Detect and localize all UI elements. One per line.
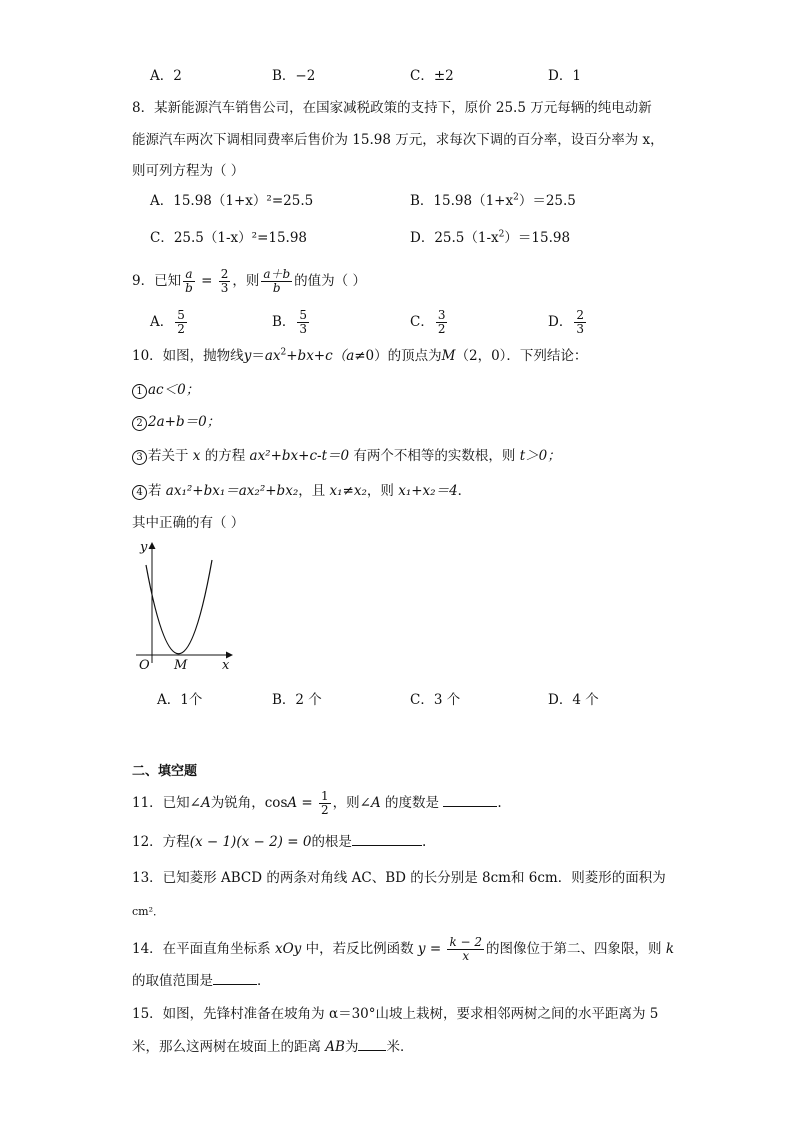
q8-option-b-pre: B．15.98（1+x xyxy=(410,193,514,209)
q9-option-b-num: 5 xyxy=(299,308,308,322)
q14-line-2 xyxy=(132,970,271,991)
q10-c3-mid: 的方程 xyxy=(200,448,250,464)
q10-c4-end: ． xyxy=(457,483,472,499)
q11-mid: 为锐角，cos xyxy=(210,795,288,811)
q9-option-d-label: D． xyxy=(548,314,573,330)
q9-option-b xyxy=(272,309,311,336)
q15-line2-pre: 米，那么这两树在坡面上的距离 xyxy=(132,1039,326,1055)
q10-c3-post: 有两个不相等的实数根，则 xyxy=(349,448,520,464)
q10-pre: 10．如图，抛物线 xyxy=(132,348,244,364)
q14-answer-blank[interactable] xyxy=(213,970,257,985)
q10-conclusion-4 xyxy=(132,481,471,501)
parabola-curve xyxy=(146,560,212,654)
graph-label-x: x xyxy=(222,658,230,673)
q11-frac-num: 1 xyxy=(321,789,329,803)
q10-conclusion-3 xyxy=(132,446,561,466)
q8-option-c: C．25.5（1-x）²=15.98 xyxy=(150,230,308,246)
circle-2-icon: 2 xyxy=(132,416,147,431)
q11-pre: 11．已知∠ xyxy=(132,795,201,811)
q11-A3: A xyxy=(370,795,381,811)
q10-c4-sum: x₁+x₂＝4 xyxy=(398,483,458,499)
q11-A1: A xyxy=(201,795,211,811)
q8-line-2: 能源汽车两次下调相同费率后售价为 15.98 万元，求每次下调的百分率，设百分率为 x， xyxy=(132,132,664,148)
q9-frac-apb-den: b xyxy=(272,281,281,295)
q14-stem xyxy=(132,936,674,963)
q10-option-b: B．2 个 xyxy=(272,692,322,708)
q7-option-a: A．2 xyxy=(150,68,182,84)
q9-frac-ab xyxy=(183,268,195,295)
q9-suffix: 的值为（ ） xyxy=(294,273,366,289)
q14-frac-den: x xyxy=(462,949,470,963)
q8-line-3: 则可列方程为（ ） xyxy=(132,163,245,179)
q10-option-d: D．4 个 xyxy=(548,692,599,708)
q8-option-d xyxy=(410,228,570,248)
q10-y: y xyxy=(243,348,252,364)
q12-answer-blank[interactable] xyxy=(352,831,422,846)
q10-conclusion-2 xyxy=(132,412,220,432)
q9-option-c-num: 3 xyxy=(437,308,446,322)
q12-eq: (x − 1)(x − 2) = 0 xyxy=(189,834,312,850)
q9-option-a-num: 5 xyxy=(177,308,185,322)
q15-AB: AB xyxy=(325,1039,345,1055)
q11-answer-blank[interactable] xyxy=(443,792,497,807)
q8-option-d-sup: 2 xyxy=(498,229,505,240)
section-title-fill-in: 二、填空题 xyxy=(132,764,198,779)
q14-y: y xyxy=(417,941,426,957)
graph-label-O: O xyxy=(139,658,150,673)
q8-option-a: A．15.98（1+x）²=25.5 xyxy=(150,193,314,209)
q10-eq: ＝ xyxy=(251,348,265,364)
q10-c3-eq: ax²+bx+c-t＝0 xyxy=(249,448,350,464)
q7-option-d: D．1 xyxy=(548,68,581,84)
q8-option-b-post: ）＝25.5 xyxy=(518,193,576,209)
q10-bx: +bx+c（ xyxy=(286,348,347,364)
q10-c4-pre: 若 xyxy=(148,483,166,499)
q10-c2-text: 2a+b＝0； xyxy=(148,414,221,430)
q11-stem xyxy=(132,790,502,817)
q9-frac-23 xyxy=(219,268,231,295)
q13-line-2: cm²． xyxy=(132,905,165,918)
q10-conclusion-1 xyxy=(132,380,199,400)
circle-4-icon: 4 xyxy=(132,485,147,500)
q10-ax: ax xyxy=(264,348,281,364)
q14-post: 的图像位于第二、四象限，则 xyxy=(486,941,666,957)
q9-option-b-den: 3 xyxy=(299,322,308,336)
q10-option-a: A．1个 xyxy=(157,692,203,708)
q10-a: a xyxy=(346,348,355,364)
q14-mid: 中，若反比例函数 xyxy=(301,941,418,957)
q9-mid: ，则 xyxy=(232,273,260,289)
q11-stop: . xyxy=(497,795,502,811)
q11-end: 的度数是 xyxy=(380,795,444,811)
q9-option-d-num: 2 xyxy=(576,308,584,322)
q13-line-1: 13．已知菱形 ABCD 的两条对角线 AC、BD 的长分别是 8cm和 6cm．则菱形的面积为 xyxy=(132,870,666,886)
q8-option-d-post: ）＝15.98 xyxy=(504,230,571,246)
q14-line2-text: 的取值范围是 xyxy=(132,973,213,989)
q9-option-d-den: 3 xyxy=(576,322,584,336)
q9-frac-apb-num: a＋b xyxy=(263,267,291,281)
q11-post: ，则∠ xyxy=(332,795,371,811)
q9-option-b-frac xyxy=(297,309,309,336)
q8-option-b xyxy=(410,191,576,211)
q10-end: （2，0）．下列结论： xyxy=(455,348,588,364)
q15-line2-mid: 为 xyxy=(344,1039,359,1055)
q14-k: k xyxy=(665,941,675,957)
q8-line-1: 8．某新能源汽车销售公司，在国家减税政策的支持下，原价 25.5 万元每辆的纯电动新 xyxy=(132,100,652,116)
q9-option-b-label: B． xyxy=(272,314,296,330)
q12-pre: 12．方程 xyxy=(132,834,190,850)
q9-prefix: 9．已知 xyxy=(132,273,182,289)
q11-frac-den: 2 xyxy=(321,803,329,817)
q9-option-d xyxy=(548,309,588,336)
q14-xoy: xOy xyxy=(274,941,302,957)
q11-A2: A xyxy=(287,795,298,811)
q9-stem xyxy=(132,268,366,295)
q9-option-c-den: 2 xyxy=(437,322,446,336)
q9-frac-ab-den: b xyxy=(185,281,193,295)
q14-pre: 14．在平面直角坐标系 xyxy=(132,941,275,957)
parabola-graph xyxy=(132,535,242,675)
graph-label-y: y xyxy=(140,540,148,555)
q14-eq: = xyxy=(425,941,446,957)
q14-frac xyxy=(447,936,484,963)
q12-stem xyxy=(132,831,426,852)
q9-frac-23-den: 3 xyxy=(220,281,229,295)
q12-post: 的根是 xyxy=(311,834,352,850)
q9-frac-apb xyxy=(261,268,292,295)
q15-line-2 xyxy=(132,1036,413,1057)
q8-option-b-sup: 2 xyxy=(513,192,519,203)
q9-frac-ab-num: a xyxy=(183,268,195,282)
q10-stem xyxy=(132,346,587,366)
q11-eq: = xyxy=(297,795,318,811)
q9-option-a-label: A． xyxy=(150,314,174,330)
q10-c4-eq: ax₁²+bx₁＝ax₂²+bx₂ xyxy=(165,483,299,499)
q10-c4-mid2: ，则 xyxy=(366,483,399,499)
q10-c3-t: t＞0； xyxy=(519,448,561,464)
q15-line2-post: 米． xyxy=(386,1039,414,1055)
q10-c1-text: ac＜0； xyxy=(148,382,200,398)
q9-option-a-den: 2 xyxy=(177,322,185,336)
q9-option-c-label: C． xyxy=(410,314,434,330)
circle-1-icon: 1 xyxy=(132,384,147,399)
q7-option-c: C．±2 xyxy=(410,68,454,84)
q10-c4-mid: ，且 xyxy=(298,483,330,499)
q10-ax-sup: 2 xyxy=(280,347,287,358)
q15-answer-blank[interactable] xyxy=(358,1036,386,1051)
q10-tail: 其中正确的有（ ） xyxy=(132,515,245,531)
q9-eq: = xyxy=(196,273,217,289)
q10-post: ≠0）的顶点为 xyxy=(354,348,442,364)
q10-c3-pre: 若关于 xyxy=(148,448,193,464)
q10-M: M xyxy=(441,348,456,364)
q10-option-c: C．3 个 xyxy=(410,692,461,708)
q11-frac xyxy=(319,790,331,817)
q9-frac-23-num: 2 xyxy=(220,267,229,281)
q9-option-c xyxy=(410,309,449,336)
q9-option-a-frac xyxy=(175,309,187,336)
circle-3-icon: 3 xyxy=(132,450,147,465)
q14-stop: ． xyxy=(257,973,271,989)
q8-option-d-pre: D．25.5（1-x xyxy=(410,230,499,246)
q12-stop: . xyxy=(421,834,427,850)
graph-label-M: M xyxy=(174,658,188,673)
q10-c3-x: x xyxy=(192,448,201,464)
q9-option-d-frac xyxy=(574,309,586,336)
q14-frac-num: k − 2 xyxy=(449,935,483,949)
q15-line-1: 15．如图，先锋村准备在坡角为 α＝30°山坡上栽树，要求相邻两树之间的水平距离为 5 xyxy=(132,1006,659,1022)
q7-option-b: B．−2 xyxy=(272,68,316,84)
q10-c4-ne: x₁≠x₂ xyxy=(329,483,367,499)
q9-option-a xyxy=(150,309,189,336)
q9-option-c-frac xyxy=(436,309,448,336)
